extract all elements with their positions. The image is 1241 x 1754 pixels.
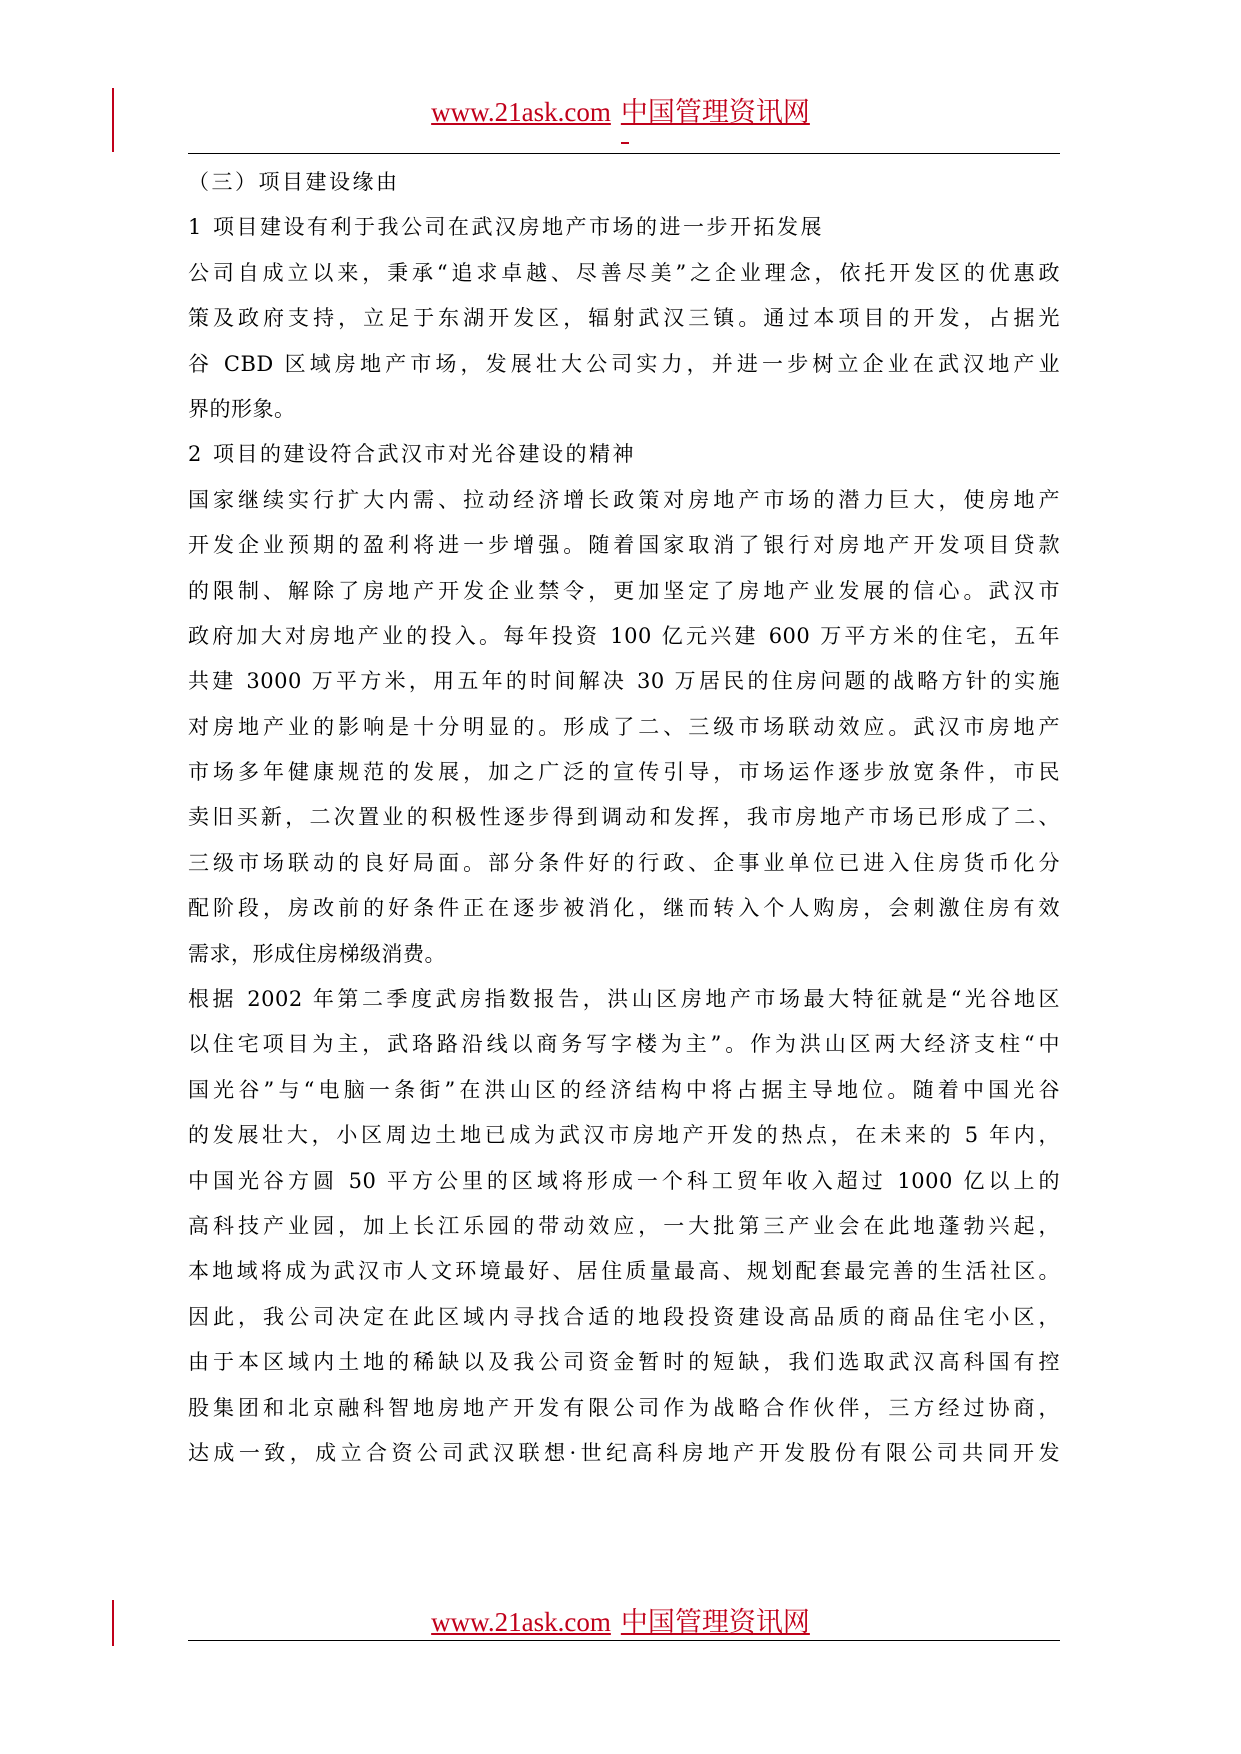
paragraph-line: 配阶段，房改前的好条件正在逐步被消化，继而转入个人购房，会刺激住房有效 <box>188 896 1060 921</box>
header-site-name[interactable]: 中国管理资讯网 <box>620 97 810 127</box>
paragraph-line: 界的形象。 <box>188 396 296 421</box>
header-site[interactable]: www.21ask.com <box>431 97 611 127</box>
body-text <box>188 160 1060 1476</box>
footer-link[interactable] <box>0 1604 1241 1640</box>
paragraph-line: 中国光谷方圆 50 平方公里的区域将形成一个科工贸年收入超过 1000 亿以上的 <box>188 1168 1060 1193</box>
footer-rule <box>188 1640 1060 1641</box>
paragraph-line: 高科技产业园，加上长江乐园的带动效应，一大批第三产业会在此地蓬勃兴起， <box>188 1213 1060 1238</box>
header-dash <box>621 142 629 144</box>
paragraph-line: 卖旧买新，二次置业的积极性逐步得到调动和发挥，我市房地产市场已形成了二、 <box>188 805 1060 830</box>
paragraph-line: 对房地产业的影响是十分明显的。形成了二、三级市场联动效应。武汉市房地产 <box>188 714 1060 739</box>
paragraph-line: 共建 3000 万平方米，用五年的时间解决 30 万居民的住房问题的战略方针的实施 <box>188 669 1060 694</box>
paragraph-line: 因此，我公司决定在此区域内寻找合适的地段投资建设高品质的商品住宅小区， <box>188 1304 1060 1329</box>
paragraph-line: 谷 CBD 区域房地产市场，发展壮大公司实力，并进一步树立企业在武汉地产业 <box>188 351 1060 376</box>
paragraph-line: 公司自成立以来，秉承“追求卓越、尽善尽美”之企业理念，依托开发区的优惠政 <box>188 260 1060 285</box>
header-rule <box>188 153 1060 154</box>
paragraph-line: 开发企业预期的盈利将进一步增强。随着国家取消了银行对房地产开发项目贷款 <box>188 533 1060 558</box>
paragraph-line: 需求，形成住房梯级消费。 <box>188 941 446 966</box>
paragraph-line: 本地域将成为武汉市人文环境最好、居住质量最高、规划配套最完善的生活社区。 <box>188 1259 1060 1284</box>
paragraph-line: 国家继续实行扩大内需、拉动经济增长政策对房地产市场的潜力巨大，使房地产 <box>188 487 1060 512</box>
subheading-2: 2 项目的建设符合武汉市对光谷建设的精神 <box>188 442 637 467</box>
paragraph-line: 达成一致，成立合资公司武汉联想·世纪高科房地产开发股份有限公司共同开发 <box>188 1440 1060 1465</box>
footer-site[interactable]: www.21ask.com <box>431 1607 611 1637</box>
paragraph-line: 三级市场联动的良好局面。部分条件好的行政、企事业单位已进入住房货币化分 <box>188 850 1060 875</box>
header-link[interactable] <box>0 94 1241 130</box>
paragraph-line: 市场多年健康规范的发展，加之广泛的宣传引导，市场运作逐步放宽条件，市民 <box>188 760 1060 785</box>
paragraph-line: 的发展壮大，小区周边土地已成为武汉市房地产开发的热点，在未来的 5 年内， <box>188 1123 1060 1148</box>
paragraph-line: 策及政府支持，立足于东湖开发区，辐射武汉三镇。通过本项目的开发，占据光 <box>188 306 1060 331</box>
paragraph-line: 以住宅项目为主，武珞路沿线以商务写字楼为主”。作为洪山区两大经济支柱“中 <box>188 1032 1060 1057</box>
paragraph-line: 股集团和北京融科智地房地产开发有限公司作为战略合作伙伴，三方经过协商， <box>188 1395 1060 1420</box>
paragraph-line: 由于本区域内土地的稀缺以及我公司资金暂时的短缺，我们选取武汉高科国有控 <box>188 1350 1060 1375</box>
subheading-1: 1 项目建设有利于我公司在武汉房地产市场的进一步开拓发展 <box>188 215 825 240</box>
paragraph-line: 的限制、解除了房地产开发企业禁令，更加坚定了房地产业发展的信心。武汉市 <box>188 578 1060 603</box>
section-heading: （三）项目建设缘由 <box>188 170 400 194</box>
footer-site-name[interactable]: 中国管理资讯网 <box>620 1607 810 1637</box>
paragraph-line: 国光谷”与“电脑一条街”在洪山区的经济结构中将占据主导地位。随着中国光谷 <box>188 1077 1060 1102</box>
paragraph-line: 根据 2002 年第二季度武房指数报告，洪山区房地产市场最大特征就是“光谷地区 <box>188 987 1060 1012</box>
paragraph-line: 政府加大对房地产业的投入。每年投资 100 亿元兴建 600 万平方米的住宅，五年 <box>188 623 1060 648</box>
